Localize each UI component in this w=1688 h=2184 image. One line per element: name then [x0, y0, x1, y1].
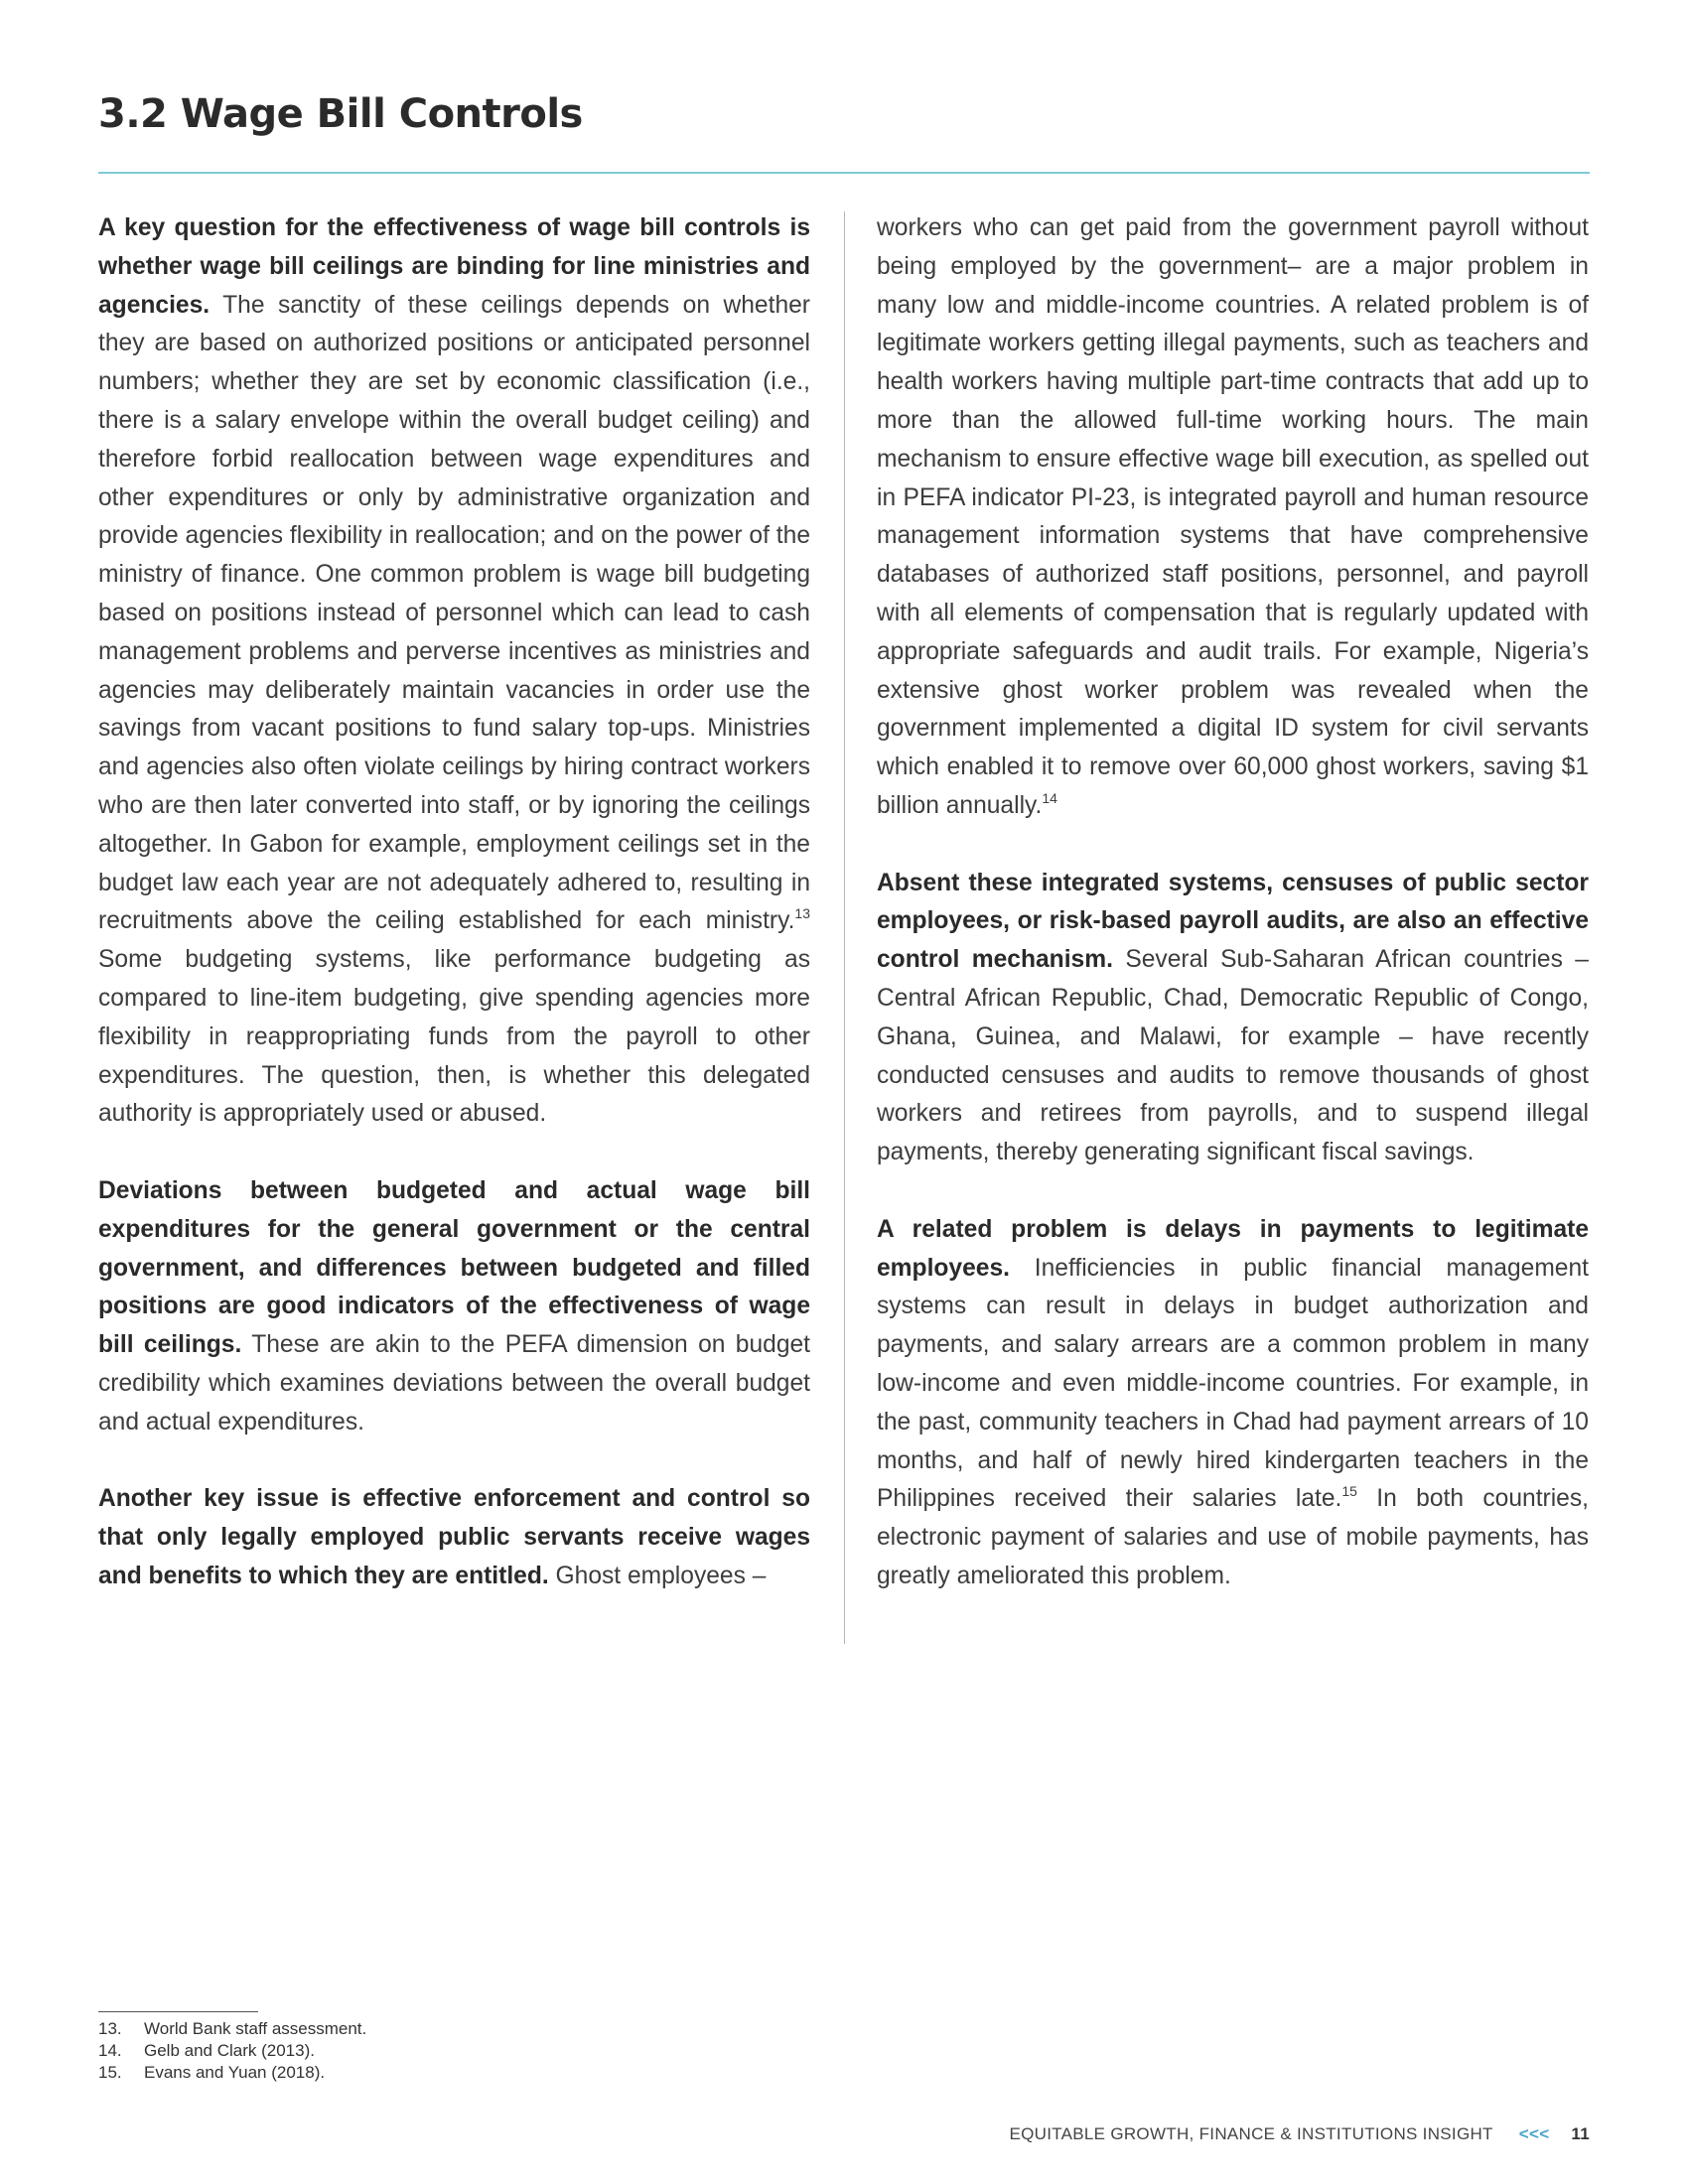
paragraph-text: These are akin to the PEFA dimension on budget credibility which examines deviations between the overall budget and actual expenditures. [98, 1331, 811, 1435]
footnote-number: 15. [98, 2063, 122, 2082]
footnotes [98, 2018, 366, 2084]
paragraph-text: The sanctity of these ceilings depends on whether they are based on authorized positions or anticipated personnel numbers; whether they are set by economic classification (i.e., there is a salary envelope within the overall budget ceiling) and therefore forbid reallocation between wage expenditures and other expenditures or only by administrative organization and provide agencies flexibility in reallocation; and on the power of the ministry of finance. One common problem is wage bill budgeting based on positions instead of personnel which can lead to cash management problems and perverse incentives as ministries and agencies may deliberately maintain vacancies in order use the savings from vacant positions to fund salary top-ups. Ministries and agencies also often violate ceilings by hiring contract workers who are then later converted into staff, or by ignoring the ceilings altogether. In Gabon for example, employment ceilings set in the budget law each year are not adequately adhered to, resulting in recruitments above the ceiling established for each ministry. [98, 291, 810, 935]
paragraph-lead: Deviations between budgeted and actual wage bill expenditures for the general government or the central government, and differences between budgeted and filled positions are good indicators of the effectiveness of wage bill ceilings. [98, 1176, 810, 1359]
paragraph-lead: A related problem is delays in payments to legitimate employees. [877, 1215, 1589, 1282]
footnote-ref-15[interactable]: 15 [1341, 1483, 1357, 1500]
footnote-ref-14[interactable]: 14 [1042, 789, 1057, 806]
paragraph-deviations [98, 1172, 810, 1442]
footnote-text: World Bank staff assessment. [144, 2019, 367, 2038]
footnote-text: Gelb and Clark (2013). [144, 2041, 315, 2060]
section-title: 3.2 Wage Bill Controls [98, 91, 583, 137]
paragraph-ghost-workers [877, 209, 1589, 826]
footnote-15 [98, 2062, 366, 2084]
paragraph-text: Ghost employees – [548, 1562, 767, 1589]
paragraph-lead: A key question for the effectiveness of wage bill controls is whether wage bill ceilings are binding for line ministries and agencies. [98, 214, 810, 319]
paragraph-wage-bill-ceilings [98, 209, 810, 1134]
publication-name: EQUITABLE GROWTH, FINANCE & INSTITUTIONS INSIGHT [1009, 2124, 1493, 2143]
paragraph-payment-delays [877, 1211, 1589, 1596]
title-underline [98, 172, 1590, 174]
page-number: 11 [1571, 2124, 1590, 2143]
footnote-14 [98, 2040, 366, 2062]
column-divider [844, 211, 845, 1644]
paragraph-text: In both countries, electronic payment of salaries and use of mobile payments, has greatly ameliorated this problem. [877, 1485, 1589, 1589]
back-arrows-icon[interactable]: <<< [1518, 2124, 1550, 2143]
paragraph-text: Several Sub-Saharan African countries – Central African Republic, Chad, Democratic Republic of Congo, Ghana, Guinea, and Malawi, for example – have recently conducted censuses and audits to remove thousands of ghost workers and retirees from payrolls, and to suspend illegal payments, thereby generating significant fiscal savings. [877, 946, 1589, 1166]
right-column [877, 209, 1589, 1634]
footnote-number: 14. [98, 2041, 122, 2060]
footnote-text: Evans and Yuan (2018). [144, 2063, 326, 2082]
paragraph-lead: Absent these integrated systems, censuses of public sector employees, or risk-based payroll audits, are also an effective control mechanism. [877, 869, 1589, 974]
footnote-ref-13[interactable]: 13 [794, 905, 810, 922]
paragraph-lead: Another key issue is effective enforcement and control so that only legally employed public servants receive wages and benefits to which they are entitled. [98, 1485, 810, 1589]
paragraph-enforcement [98, 1480, 810, 1595]
left-column [98, 209, 810, 1634]
paragraph-text: workers who can get paid from the government payroll without being employed by the government– are a major problem in many low and middle-income countries. A related problem is of legitimate workers getting illegal payments, such as teachers and health workers having multiple part-time contracts that add up to more than the allowed full-time working hours. The main mechanism to ensure effective wage bill execution, as spelled out in PEFA indicator PI-23, is integrated payroll and human resource management information systems that have comprehensive databases of authorized staff positions, personnel, and payroll with all elements of compensation that is regularly updated with appropriate safeguards and audit trails. For example, Nigeria’s extensive ghost worker problem was revealed when the government implemented a digital ID system for civil servants which enabled it to remove over 60,000 ghost workers, saving $1 billion annually. [877, 214, 1589, 819]
footnote-number: 13. [98, 2019, 122, 2038]
footnote-separator [98, 2011, 258, 2012]
paragraph-text: Some budgeting systems, like performance budgeting as compared to line-item budgeting, give spending agencies more flexibility in reappropriating funds from the payroll to other expenditures. The question, then, is whether this delegated authority is appropriately used or abused. [98, 946, 810, 1128]
paragraph-censuses [877, 865, 1589, 1172]
footnote-13 [98, 2018, 366, 2040]
paragraph-text: Inefficiencies in public financial management systems can result in delays in budget authorization and payments, and salary arrears are a common problem in many low-income and even middle-income countries. For example, in the past, community teachers in Chad had payment arrears of 10 months, and half of newly hired kindergarten teachers in the Philippines received their salaries late. [877, 1254, 1589, 1513]
page-footer [1009, 2124, 1590, 2144]
